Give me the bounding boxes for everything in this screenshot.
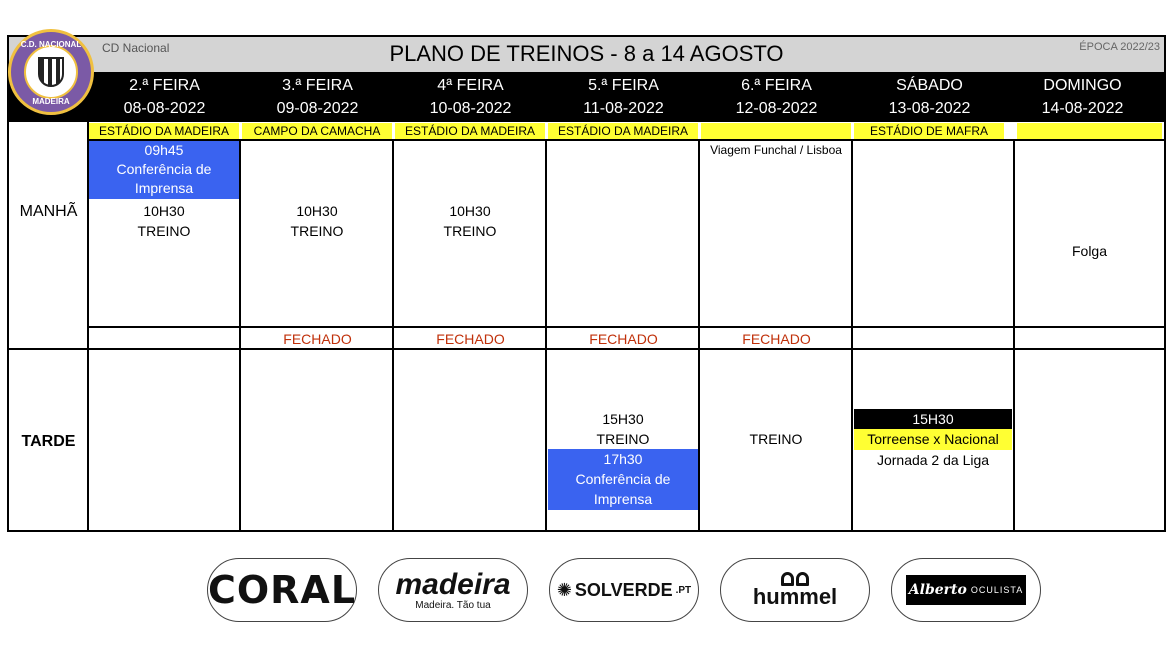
- club-name: CD Nacional: [102, 41, 170, 55]
- match-sat: Torreense x Nacional: [854, 429, 1012, 450]
- day-header-wed: 4ª FEIRA 10-08-2022: [429, 77, 512, 117]
- session-wed-morning: 10H30 TREINO: [443, 203, 497, 239]
- session-mon-morning: 10H30 TREINO: [137, 203, 191, 239]
- venue-sun: [1017, 123, 1162, 139]
- grid-line: [88, 139, 1164, 141]
- match-time-sat: 15H30: [854, 409, 1012, 429]
- sponsor-coral: CORAL: [207, 558, 357, 622]
- row-label-morning: MANHÃ: [19, 203, 78, 220]
- day-header-thu: 5.ª FEIRA 11-08-2022: [583, 77, 664, 117]
- travel-note-fri: Viagem Funchal / Lisboa: [710, 143, 842, 157]
- closed-fri: FECHADO: [742, 331, 811, 347]
- session-fri-afternoon: TREINO: [749, 431, 803, 447]
- season-label: ÉPOCA 2022/23: [1079, 41, 1160, 53]
- sponsor-bar: [0, 555, 1170, 625]
- day-header-sun: DOMINGO 14-08-2022: [1041, 77, 1124, 117]
- sponsor-madeira: madeira Madeira. Tão tua: [378, 558, 528, 622]
- grid-line: [88, 326, 1164, 328]
- match-round-sat: Jornada 2 da Liga: [876, 452, 990, 468]
- sponsor-alberto-oculista: Alberto OCULISTA: [891, 558, 1041, 622]
- press-conference-mon: 09h45 Conferência de Imprensa: [89, 141, 239, 199]
- page-title: PLANO DE TREINOS - 8 a 14 AGOSTO: [389, 41, 784, 66]
- training-plan-sheet: [7, 35, 1166, 532]
- day-header-row: [9, 72, 1164, 122]
- sponsor-hummel: hummel: [720, 558, 870, 622]
- venue-sat: ESTÁDIO DE MAFRA: [854, 123, 1004, 139]
- rest-day-sun: Folga: [1071, 243, 1108, 259]
- day-header-sat: SÁBADO 13-08-2022: [888, 77, 971, 117]
- shield-icon: [38, 57, 64, 87]
- day-header-mon: 2.ª FEIRA 08-08-2022: [123, 77, 206, 117]
- day-header-fri: 6.ª FEIRA 12-08-2022: [735, 77, 818, 117]
- day-header-tue: 3.ª FEIRA 09-08-2022: [276, 77, 359, 117]
- row-label-afternoon: TARDE: [21, 433, 76, 450]
- closed-thu: FECHADO: [589, 331, 658, 347]
- closed-tue: FECHADO: [283, 331, 352, 347]
- venue-wed: ESTÁDIO DA MADEIRA: [395, 123, 545, 139]
- venue-thu: ESTÁDIO DA MADEIRA: [548, 123, 698, 139]
- venue-mon: ESTÁDIO DA MADEIRA: [89, 123, 239, 139]
- press-conference-thu: 17h30 Conferência de Imprensa: [548, 449, 698, 510]
- bee-icon: [781, 572, 809, 586]
- title-bar: [9, 37, 1164, 72]
- grid-line: [9, 348, 1164, 350]
- closed-wed: FECHADO: [436, 331, 505, 347]
- venue-fri: [701, 123, 851, 139]
- venue-tue: CAMPO DA CAMACHA: [242, 123, 392, 139]
- session-thu-afternoon: 15H30 TREINO: [596, 411, 650, 447]
- grid-line: [1013, 141, 1015, 532]
- sponsor-solverde: ✺ SOLVERDE .PT: [549, 558, 699, 622]
- session-tue-morning: 10H30 TREINO: [290, 203, 344, 239]
- club-logo: C.D. NACIONAL MADEIRA: [8, 29, 94, 115]
- sun-icon: ✺: [556, 579, 572, 600]
